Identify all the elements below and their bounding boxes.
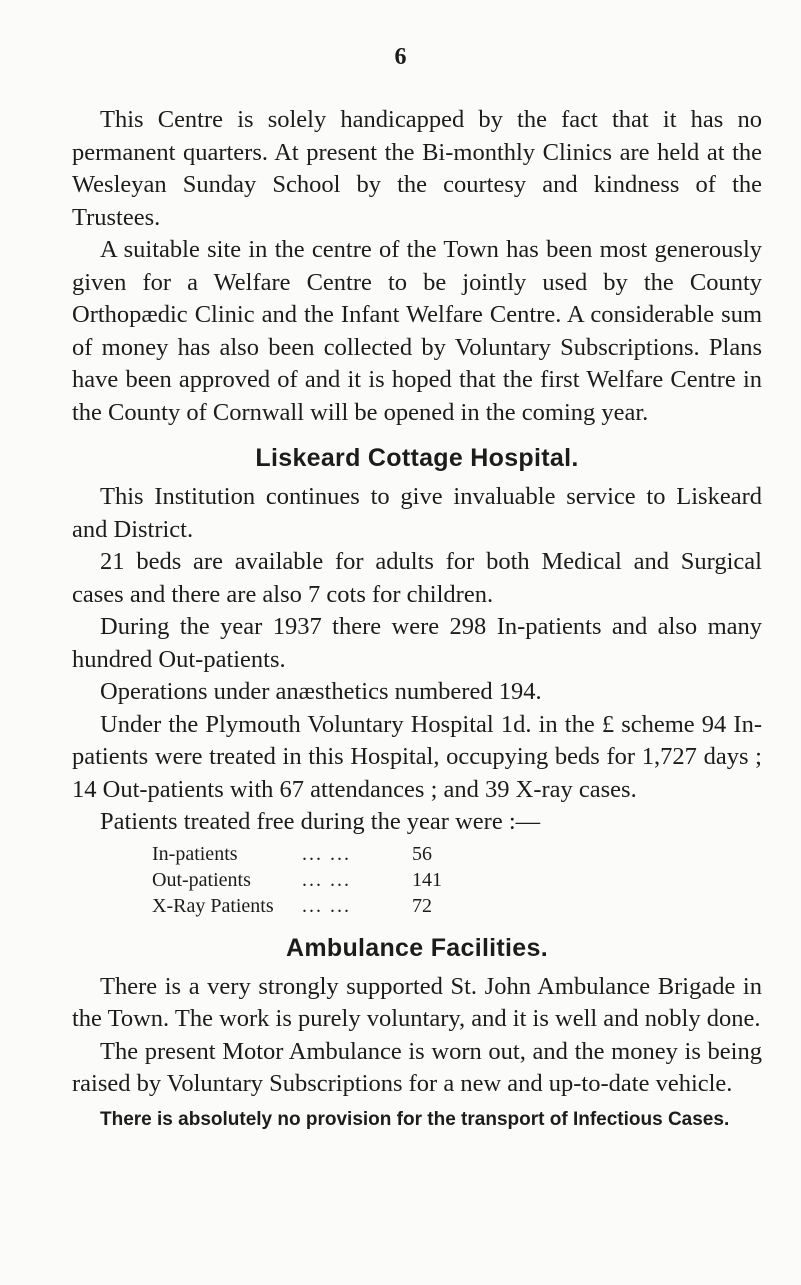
leader-dots: ... ... [302, 894, 351, 917]
paragraph: During the year 1937 there were 298 In-patients and also many hundred Out-patients. [72, 613, 762, 673]
paragraph: This Centre is solely handicapped by the fact that it has no permanent quarters. At present the Bi-monthly Clinics are held at the Wesleyan Sunday School by the courtesy and kindness of the Trustees. [72, 106, 762, 231]
leader-dots: ... ... [302, 842, 351, 865]
row-value: 72 [412, 894, 432, 917]
table-row [152, 867, 492, 893]
table-row [152, 841, 492, 867]
paragraph: Under the Plymouth Voluntary Hospital 1d. in the £ scheme 94 In-patients were treated in this Hospital, occupying beds for 1,727 days ; 14 Out-patients with 67 attendances ; and 39 X-ray cases. [72, 710, 762, 803]
row-label: X-Ray Patients [152, 894, 274, 917]
paragraph: 21 beds are available for adults for both Medical and Surgical cases and there are also 7 cots for children. [72, 548, 762, 608]
paragraph: A suitable site in the centre of the Town has been most generously given for a Welfare Centre to be jointly used by the County Orthopædic Clinic and the Infant Welfare Centre. A considerable sum of money has also been collected by Voluntary Subscriptions. Plans have been approved of and it is hoped that the first Welfare Centre in the County of Cornwall will be opened in the coming year. [72, 236, 762, 426]
paragraph: Patients treated free during the year were :— [100, 808, 541, 835]
row-label: In-patients [152, 842, 238, 865]
section-heading-hospital: Liskeard Cottage Hospital. [255, 444, 579, 472]
section-heading-ambulance: Ambulance Facilities. [286, 933, 548, 962]
table-row [152, 893, 492, 919]
page-number: 6 [394, 44, 407, 70]
row-label: Out-patients [152, 868, 251, 891]
infectious-cases-notice: There is absolutely no provision for the transport of Infectious Cases. [100, 1108, 730, 1130]
paragraph: This Institution continues to give invaluable service to Liskeard and District. [72, 483, 762, 543]
body-text [72, 104, 762, 1133]
paragraph: There is a very strongly supported St. John Ambulance Brigade in the Town. The work is purely voluntary, and it is well and nobly done. [72, 972, 762, 1032]
row-value: 56 [412, 842, 432, 865]
leader-dots: ... ... [302, 868, 351, 891]
row-value: 141 [412, 868, 442, 891]
paragraph: The present Motor Ambulance is worn out, and the money is being raised by Voluntary Subscriptions for a new and up-to-date vehicle. [72, 1037, 762, 1097]
free-patients-table [72, 841, 762, 919]
paragraph: Operations under anæsthetics numbered 194. [100, 678, 542, 705]
